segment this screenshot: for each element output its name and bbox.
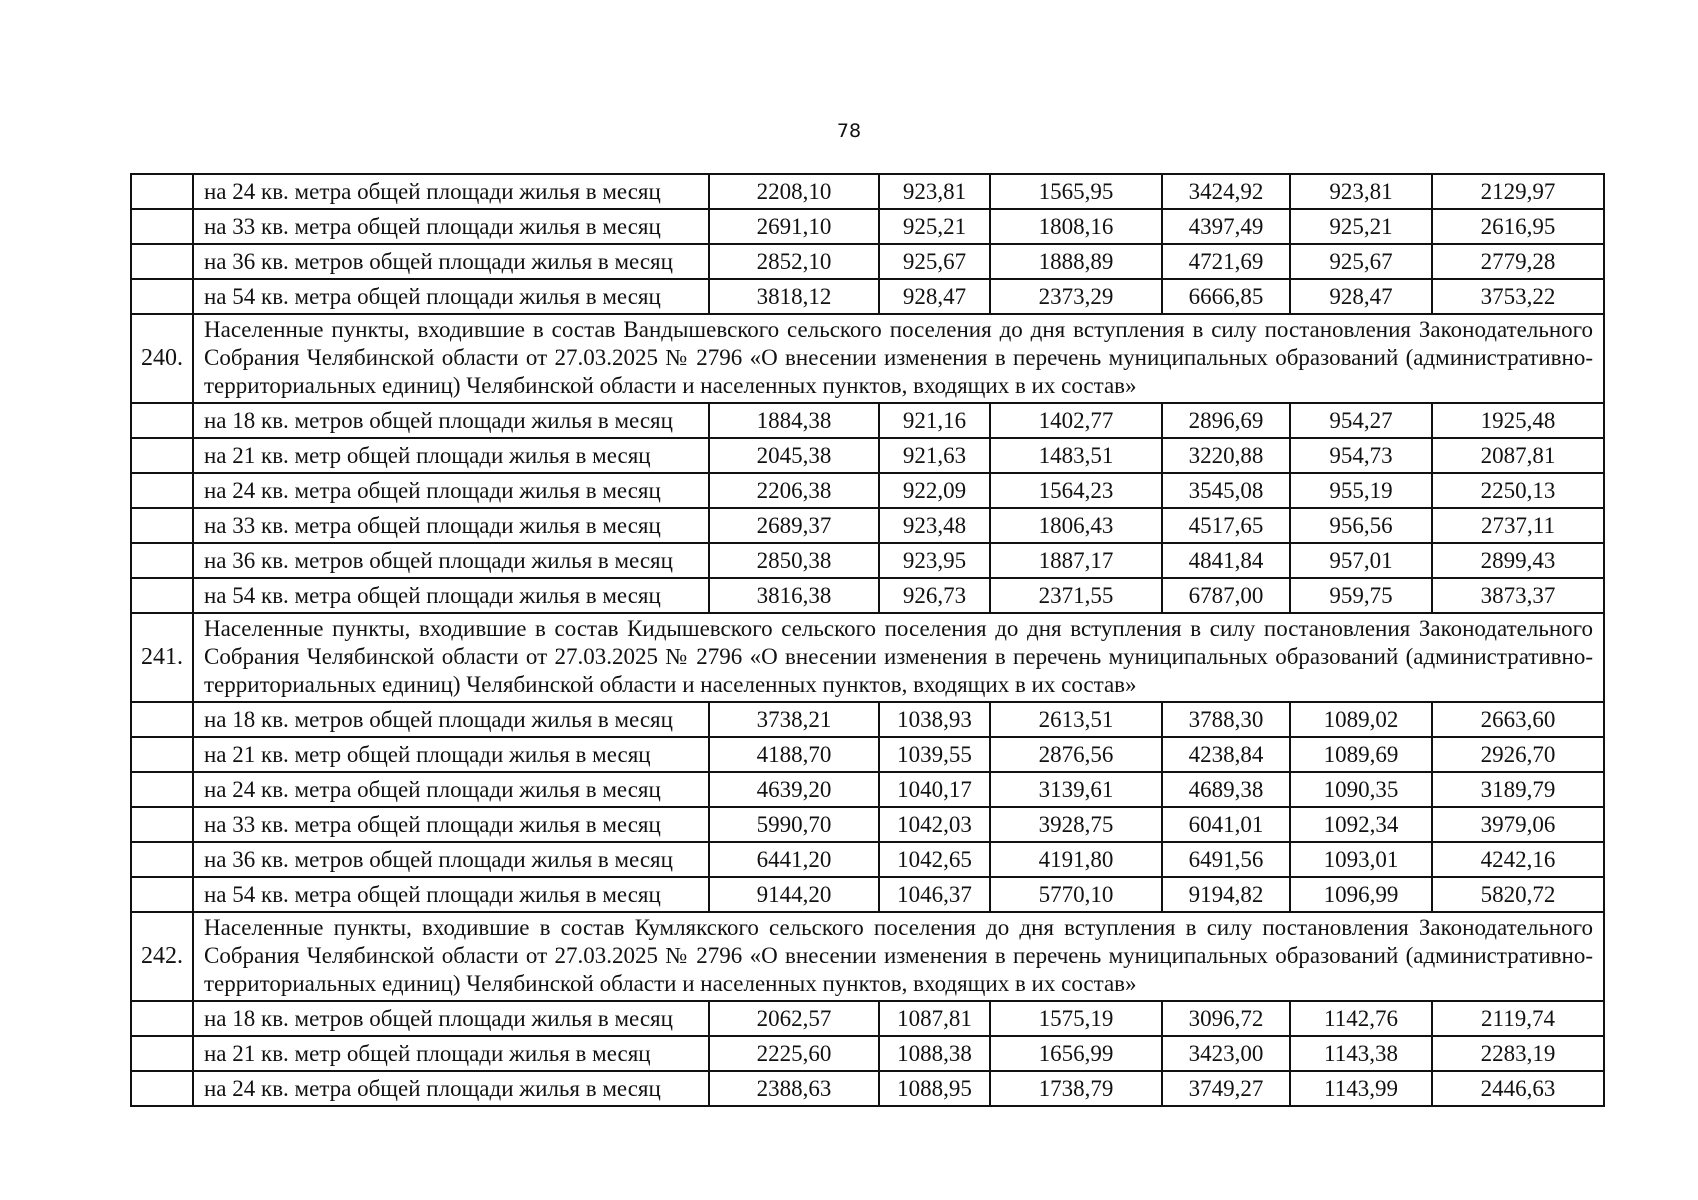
section-number: 242.	[131, 912, 193, 1001]
value-cell: 925,67	[1290, 244, 1432, 279]
value-cell: 2446,63	[1432, 1071, 1604, 1106]
table-row	[131, 244, 1604, 279]
value-cell: 2129,97	[1432, 174, 1604, 209]
value-cell: 3873,37	[1432, 578, 1604, 613]
value-cell: 1738,79	[990, 1071, 1162, 1106]
value-cell: 6491,56	[1162, 842, 1290, 877]
tariff-table	[130, 173, 1605, 1107]
row-number-cell	[131, 279, 193, 314]
value-cell: 1564,23	[990, 473, 1162, 508]
value-cell: 4397,49	[1162, 209, 1290, 244]
row-label: на 36 кв. метров общей площади жилья в месяц	[193, 842, 709, 877]
row-label: на 21 кв. метр общей площади жилья в месяц	[193, 438, 709, 473]
value-cell: 2876,56	[990, 737, 1162, 772]
value-cell: 1089,69	[1290, 737, 1432, 772]
table-body	[131, 174, 1604, 1106]
value-cell: 925,67	[879, 244, 990, 279]
value-cell: 923,48	[879, 508, 990, 543]
row-number-cell	[131, 473, 193, 508]
value-cell: 3928,75	[990, 807, 1162, 842]
row-number-cell	[131, 772, 193, 807]
value-cell: 5990,70	[709, 807, 879, 842]
value-cell: 1884,38	[709, 403, 879, 438]
row-label: на 24 кв. метра общей площади жилья в месяц	[193, 772, 709, 807]
value-cell: 2208,10	[709, 174, 879, 209]
value-cell: 3749,27	[1162, 1071, 1290, 1106]
value-cell: 2225,60	[709, 1036, 879, 1071]
table-row	[131, 279, 1604, 314]
value-cell: 2371,55	[990, 578, 1162, 613]
row-number-cell	[131, 244, 193, 279]
value-cell: 4689,38	[1162, 772, 1290, 807]
value-cell: 1656,99	[990, 1036, 1162, 1071]
row-label: на 54 кв. метра общей площади жилья в месяц	[193, 279, 709, 314]
value-cell: 1806,43	[990, 508, 1162, 543]
value-cell: 4238,84	[1162, 737, 1290, 772]
value-cell: 4517,65	[1162, 508, 1290, 543]
value-cell: 4639,20	[709, 772, 879, 807]
value-cell: 9194,82	[1162, 877, 1290, 912]
value-cell: 954,27	[1290, 403, 1432, 438]
value-cell: 3545,08	[1162, 473, 1290, 508]
value-cell: 2691,10	[709, 209, 879, 244]
value-cell: 3818,12	[709, 279, 879, 314]
value-cell: 1088,38	[879, 1036, 990, 1071]
row-number-cell	[131, 403, 193, 438]
row-number-cell	[131, 438, 193, 473]
section-title: Населенные пункты, входившие в состав Кумлякского сельского поселения до дня вступления в силу постановления Законодательного Собрания Челябинской области от 27.03.2025 № 2796 «О внесении изменения в перечень муниципальных образований (административно-территориальных единиц) Челябинской области и населенных пунктов, входящих в их состав»	[193, 912, 1604, 1001]
value-cell: 2689,37	[709, 508, 879, 543]
row-number-cell	[131, 508, 193, 543]
table-row	[131, 473, 1604, 508]
row-label: на 36 кв. метров общей площади жилья в месяц	[193, 543, 709, 578]
table-row	[131, 174, 1604, 209]
value-cell: 4242,16	[1432, 842, 1604, 877]
row-number-cell	[131, 1001, 193, 1036]
row-label: на 24 кв. метра общей площади жилья в месяц	[193, 174, 709, 209]
value-cell: 6787,00	[1162, 578, 1290, 613]
table-row	[131, 807, 1604, 842]
value-cell: 1087,81	[879, 1001, 990, 1036]
row-number-cell	[131, 209, 193, 244]
value-cell: 3423,00	[1162, 1036, 1290, 1071]
value-cell: 2045,38	[709, 438, 879, 473]
row-label: на 54 кв. метра общей площади жилья в месяц	[193, 877, 709, 912]
section-header-row	[131, 613, 1604, 702]
value-cell: 2206,38	[709, 473, 879, 508]
value-cell: 6041,01	[1162, 807, 1290, 842]
value-cell: 1093,01	[1290, 842, 1432, 877]
row-number-cell	[131, 174, 193, 209]
table-row	[131, 737, 1604, 772]
value-cell: 1808,16	[990, 209, 1162, 244]
row-number-cell	[131, 543, 193, 578]
value-cell: 3979,06	[1432, 807, 1604, 842]
value-cell: 923,81	[1290, 174, 1432, 209]
value-cell: 3096,72	[1162, 1001, 1290, 1036]
value-cell: 2283,19	[1432, 1036, 1604, 1071]
value-cell: 2616,95	[1432, 209, 1604, 244]
value-cell: 1143,38	[1290, 1036, 1432, 1071]
table-row	[131, 1001, 1604, 1036]
value-cell: 928,47	[879, 279, 990, 314]
row-label: на 18 кв. метров общей площади жилья в месяц	[193, 403, 709, 438]
row-label: на 18 кв. метров общей площади жилья в месяц	[193, 702, 709, 737]
value-cell: 2663,60	[1432, 702, 1604, 737]
section-title: Населенные пункты, входившие в состав Кидышевского сельского поселения до дня вступления в силу постановления Законодательного Собрания Челябинской области от 27.03.2025 № 2796 «О внесении изменения в перечень муниципальных образований (административно-территориальных единиц) Челябинской области и населенных пунктов, входящих в их состав»	[193, 613, 1604, 702]
value-cell: 2852,10	[709, 244, 879, 279]
value-cell: 1888,89	[990, 244, 1162, 279]
value-cell: 2062,57	[709, 1001, 879, 1036]
row-number-cell	[131, 807, 193, 842]
value-cell: 2899,43	[1432, 543, 1604, 578]
value-cell: 1925,48	[1432, 403, 1604, 438]
value-cell: 3816,38	[709, 578, 879, 613]
value-cell: 9144,20	[709, 877, 879, 912]
value-cell: 1092,34	[1290, 807, 1432, 842]
value-cell: 1089,02	[1290, 702, 1432, 737]
value-cell: 2373,29	[990, 279, 1162, 314]
table-row	[131, 842, 1604, 877]
value-cell: 1142,76	[1290, 1001, 1432, 1036]
value-cell: 923,81	[879, 174, 990, 209]
value-cell: 6666,85	[1162, 279, 1290, 314]
value-cell: 923,95	[879, 543, 990, 578]
row-label: на 21 кв. метр общей площади жилья в месяц	[193, 1036, 709, 1071]
value-cell: 1096,99	[1290, 877, 1432, 912]
row-number-cell	[131, 702, 193, 737]
value-cell: 1143,99	[1290, 1071, 1432, 1106]
table-row	[131, 403, 1604, 438]
value-cell: 1565,95	[990, 174, 1162, 209]
row-number-cell	[131, 1036, 193, 1071]
table-row	[131, 543, 1604, 578]
row-label: на 24 кв. метра общей площади жилья в месяц	[193, 1071, 709, 1106]
value-cell: 1046,37	[879, 877, 990, 912]
section-title: Населенные пункты, входившие в состав Вандышевского сельского поселения до дня вступления в силу постановления Законодательного Собрания Челябинской области от 27.03.2025 № 2796 «О внесении изменения в перечень муниципальных образований (административно-территориальных единиц) Челябинской области и населенных пунктов, входящих в их состав»	[193, 314, 1604, 403]
section-header-row	[131, 314, 1604, 403]
section-number: 240.	[131, 314, 193, 403]
value-cell: 925,21	[1290, 209, 1432, 244]
value-cell: 1042,65	[879, 842, 990, 877]
value-cell: 1088,95	[879, 1071, 990, 1106]
row-label: на 18 кв. метров общей площади жилья в месяц	[193, 1001, 709, 1036]
value-cell: 2119,74	[1432, 1001, 1604, 1036]
value-cell: 4188,70	[709, 737, 879, 772]
table-row	[131, 1071, 1604, 1106]
value-cell: 1402,77	[990, 403, 1162, 438]
table-row	[131, 1036, 1604, 1071]
value-cell: 921,16	[879, 403, 990, 438]
value-cell: 926,73	[879, 578, 990, 613]
table-row	[131, 578, 1604, 613]
value-cell: 2737,11	[1432, 508, 1604, 543]
table-row	[131, 702, 1604, 737]
value-cell: 3753,22	[1432, 279, 1604, 314]
value-cell: 922,09	[879, 473, 990, 508]
value-cell: 1040,17	[879, 772, 990, 807]
value-cell: 959,75	[1290, 578, 1432, 613]
value-cell: 3220,88	[1162, 438, 1290, 473]
value-cell: 2250,13	[1432, 473, 1604, 508]
table-row	[131, 772, 1604, 807]
value-cell: 1483,51	[990, 438, 1162, 473]
value-cell: 4841,84	[1162, 543, 1290, 578]
value-cell: 1575,19	[990, 1001, 1162, 1036]
value-cell: 955,19	[1290, 473, 1432, 508]
value-cell: 3139,61	[990, 772, 1162, 807]
value-cell: 1039,55	[879, 737, 990, 772]
value-cell: 921,63	[879, 438, 990, 473]
row-label: на 21 кв. метр общей площади жилья в месяц	[193, 737, 709, 772]
value-cell: 1090,35	[1290, 772, 1432, 807]
value-cell: 928,47	[1290, 279, 1432, 314]
value-cell: 3424,92	[1162, 174, 1290, 209]
value-cell: 3788,30	[1162, 702, 1290, 737]
value-cell: 3738,21	[709, 702, 879, 737]
page-number: 78	[836, 120, 862, 142]
row-number-cell	[131, 578, 193, 613]
table-row	[131, 438, 1604, 473]
value-cell: 2779,28	[1432, 244, 1604, 279]
row-number-cell	[131, 842, 193, 877]
table-row	[131, 209, 1604, 244]
value-cell: 957,01	[1290, 543, 1432, 578]
row-label: на 33 кв. метра общей площади жилья в месяц	[193, 807, 709, 842]
value-cell: 2926,70	[1432, 737, 1604, 772]
value-cell: 2087,81	[1432, 438, 1604, 473]
row-label: на 33 кв. метра общей площади жилья в месяц	[193, 508, 709, 543]
table-row	[131, 508, 1604, 543]
value-cell: 2388,63	[709, 1071, 879, 1106]
value-cell: 1038,93	[879, 702, 990, 737]
value-cell: 6441,20	[709, 842, 879, 877]
row-number-cell	[131, 737, 193, 772]
section-number: 241.	[131, 613, 193, 702]
section-header-row	[131, 912, 1604, 1001]
value-cell: 4721,69	[1162, 244, 1290, 279]
value-cell: 956,56	[1290, 508, 1432, 543]
value-cell: 1042,03	[879, 807, 990, 842]
value-cell: 2613,51	[990, 702, 1162, 737]
row-number-cell	[131, 877, 193, 912]
value-cell: 5770,10	[990, 877, 1162, 912]
row-label: на 36 кв. метров общей площади жилья в месяц	[193, 244, 709, 279]
value-cell: 2850,38	[709, 543, 879, 578]
row-number-cell	[131, 1071, 193, 1106]
value-cell: 925,21	[879, 209, 990, 244]
value-cell: 4191,80	[990, 842, 1162, 877]
value-cell: 954,73	[1290, 438, 1432, 473]
row-label: на 54 кв. метра общей площади жилья в месяц	[193, 578, 709, 613]
row-label: на 33 кв. метра общей площади жилья в месяц	[193, 209, 709, 244]
table-row	[131, 877, 1604, 912]
value-cell: 1887,17	[990, 543, 1162, 578]
value-cell: 2896,69	[1162, 403, 1290, 438]
value-cell: 5820,72	[1432, 877, 1604, 912]
row-label: на 24 кв. метра общей площади жилья в месяц	[193, 473, 709, 508]
value-cell: 3189,79	[1432, 772, 1604, 807]
